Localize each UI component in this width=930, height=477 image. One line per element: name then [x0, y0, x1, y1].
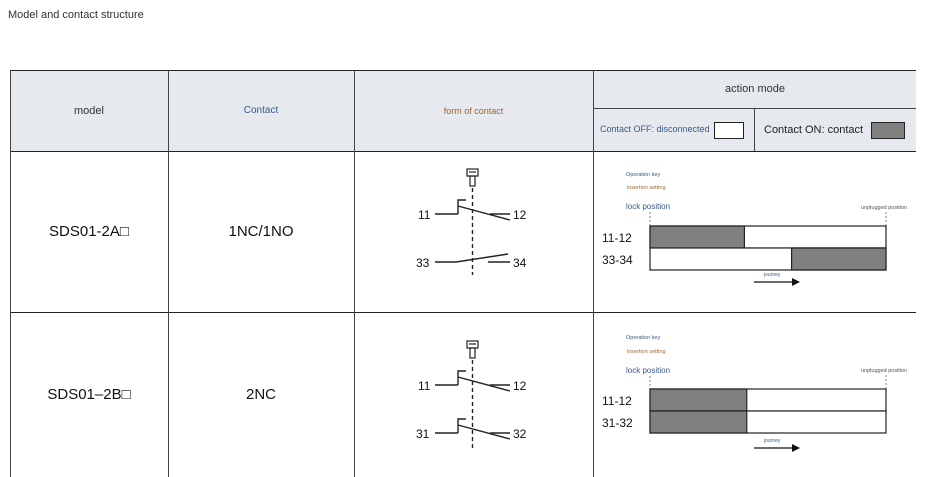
row1-actuator-icon: [467, 169, 478, 186]
page-title: Model and contact structure: [8, 9, 144, 21]
model-contact-table: [10, 70, 916, 477]
row1-terminal-34: 34: [513, 256, 527, 270]
operation-key-label: Operation key: [626, 172, 661, 178]
row2-nc-contact-2-icon: [435, 419, 510, 439]
journey-arrow-icon: [792, 444, 800, 452]
row2-action-diagram: [602, 335, 907, 452]
channel-label: 33-34: [602, 253, 633, 267]
channel-on-segment: [650, 411, 747, 433]
row2-model: SDS01–2B□: [47, 386, 131, 403]
row1-contact: 1NC/1NO: [228, 223, 294, 240]
channel-label: 11-12: [602, 394, 632, 408]
channel-on-segment: [792, 248, 886, 270]
contact-symbols: [10, 70, 916, 477]
unplugged-position-label: unplugged position: [861, 205, 908, 211]
channel-on-segment: [650, 226, 744, 248]
header-form-of-contact: form of contact: [443, 105, 504, 116]
row1-terminal-33: 33: [416, 256, 430, 270]
unplugged-position-label: unplugged position: [861, 368, 908, 374]
row2-terminal-32: 32: [513, 427, 527, 441]
row1-action-diagram: [602, 172, 907, 286]
header-contact: Contact: [243, 105, 279, 116]
row1-terminal-11: 11: [418, 208, 431, 222]
channel-on-segment: [650, 389, 747, 411]
journey-label: journey: [764, 438, 781, 444]
row2-contact: 2NC: [245, 386, 276, 403]
legend-off-label: Contact OFF: disconnected: [600, 124, 710, 134]
lock-position-label: lock position: [626, 366, 671, 375]
journey-label: journey: [764, 272, 781, 278]
insertion-setting-label: insertion setting: [627, 185, 666, 191]
row1-terminal-12: 12: [513, 208, 527, 222]
header-action-mode: action mode: [725, 83, 785, 95]
row2-terminal-31: 31: [416, 427, 430, 441]
row1-model: SDS01-2A□: [49, 223, 129, 240]
row2-terminal-12: 12: [513, 379, 527, 393]
row2-actuator-icon: [467, 341, 478, 358]
operation-key-label: Operation key: [626, 335, 661, 341]
channel-label: 31-32: [602, 416, 633, 430]
header-model: model: [74, 104, 104, 117]
insertion-setting-label: insertion setting: [627, 349, 666, 355]
lock-position-label: lock position: [626, 202, 671, 211]
legend-on-label: Contact ON: contact: [764, 124, 864, 136]
channel-label: 11-12: [602, 231, 632, 245]
journey-arrow-icon: [792, 278, 800, 286]
row2-terminal-11: 11: [418, 379, 431, 393]
